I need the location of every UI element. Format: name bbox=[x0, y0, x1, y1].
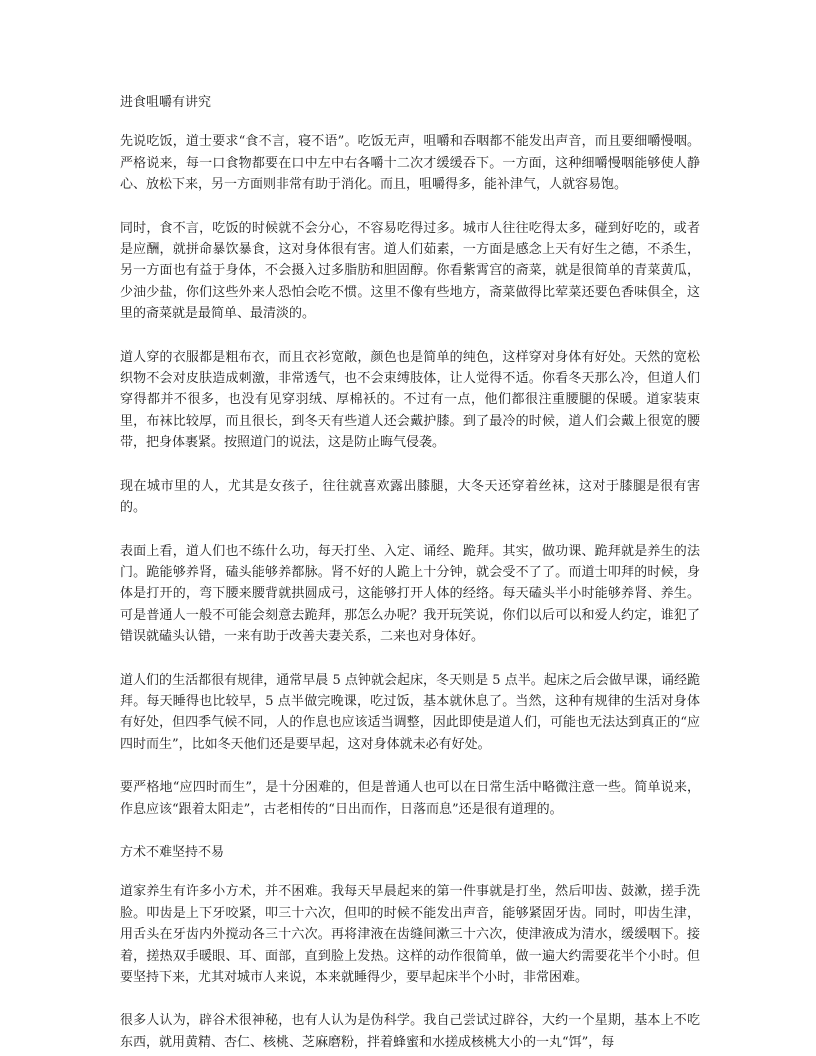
paragraph: 同时，食不言，吃饭的时候就不会分心，不容易吃得过多。城市人往往吃得太多，碰到好吃的，或者是应酬，就拼命暴饮暴食，这对身体很有害。道人们茹素，一方面是感念上天有好生之德，不杀生，另一方面也有益于身体，不会摄入过多脂肪和胆固醇。你看紫霄宫的斋菜，就是很简单的青菜黄瓜，少油少盐，你们这些外来人恐怕会吃不惯。这里不像有些地方，斋菜做得比荤菜还要色香味俱全，这里的斋菜就是最简单、最清淡的。 bbox=[120, 220, 700, 322]
paragraph: 道家养生有许多小方术，并不困难。我每天早晨起来的第一件事就是打坐，然后叩齿、鼓漱，搓手洗脸。叩齿是上下牙咬紧，叩三十六次，但叩的时候不能发出声音，能够紧固牙齿。同时，叩齿生津，用舌头在牙齿内外搅动各三十六次。再将津液在齿缝间漱三十六次，使津液成为清水，缓缓咽下。接着，搓热双手暖眼、耳、面部，直到脸上发热。这样的动作很简单，做一遍大约需要花半个小时。但要坚持下来，尤其对城市人来说，本来就睡得少，要早起床半个小时，非常困难。 bbox=[120, 884, 700, 985]
document-page bbox=[120, 92, 700, 1053]
paragraph: 要严格地“应四时而生”，是十分困难的，但是普通人也可以在日常生活中略微注意一些。简单说来，作息应该“跟着太阳走”，古老相传的“日出而作，日落而息”还是很有道理的。 bbox=[120, 780, 700, 817]
paragraph: 现在城市里的人，尤其是女孩子，往往就喜欢露出膝腿，大冬天还穿着丝袜，这对于膝腿是很有害的。 bbox=[120, 478, 700, 516]
paragraph: 表面上看，道人们也不练什么功，每天打坐、入定、诵经、跪拜。其实，做功课、跪拜就是养生的法门。跪能够养肾，磕头能够养都脉。肾不好的人跪上十分钟，就会受不了了。而道士叩拜的时候，身体是打开的，弯下腰来腰背就拱圆成弓，这能够打开人体的经络。每天磕头半小时能够养肾、养生。可是普通人一般不可能会刻意去跪拜，那怎么办呢？我开玩笑说，你们以后可以和爱人约定，谁犯了错误就磕头认错，一来有助于改善夫妻关系，二来也对身体好。 bbox=[120, 543, 700, 645]
paragraph: 很多人认为，辟谷术很神秘，也有人认为是伪科学。我自己尝试过辟谷，大约一个星期，基本上不吃东西，就用黄精、杏仁、核桃、芝麻磨粉，拌着蜂蜜和水搓成核桃大小的一丸“饵”，每 bbox=[120, 1013, 700, 1050]
section-heading: 方术不难坚持不易 bbox=[120, 844, 225, 860]
paragraph: 先说吃饭，道士要求“食不言，寝不语”。吃饭无声，咀嚼和吞咽都不能发出声音，而且要细嚼慢咽。严格说来，每一口食物都要在口中左中右各嚼十二次才缓缓吞下。一方面，这种细嚼慢咽能够使人静心、放松下来，另一方面则非常有助于消化。而且，咀嚼得多，能补津气，人就容易饱。 bbox=[120, 134, 700, 193]
paragraph: 道人穿的衣服都是粗布衣，而且衣衫宽敞，颜色也是简单的纯色，这样穿对身体有好处。天然的宽松织物不会对皮肤造成刺激，非常透气，也不会束缚肢体，让人觉得不适。你看冬天那么冷，但道人们穿得都并不很多，也没有见穿羽绒、厚棉袄的。不过有一点，他们都很注重腰腿的保暖。道家装束里，布袜比较厚，而且很长，到冬天有些道人还会戴护膝。到了最冷的时候，道人们会戴上很宽的腰带，把身体裹紧。按照道门的说法，这是防止晦气侵袭。 bbox=[120, 349, 700, 451]
section-heading: 进食咀嚼有讲究 bbox=[120, 95, 212, 110]
paragraph: 道人们的生活都很有规律，通常早晨 5 点钟就会起床，冬天则是 5 点半。起床之后会做早课，诵经跪拜。每天睡得也比较早，5 点半做完晚课，吃过饭，基本就休息了。当然，这种有规律的生活对身体有好处，但四季气候不同，人的作息也应该适当调整，因此即使是道人们，可能也无法达到真正的“应四时而生”，比如冬天他们还是要早起，这对身体就未必有好处。 bbox=[120, 672, 700, 752]
section-methods bbox=[120, 842, 700, 1053]
section-eating bbox=[120, 92, 700, 820]
